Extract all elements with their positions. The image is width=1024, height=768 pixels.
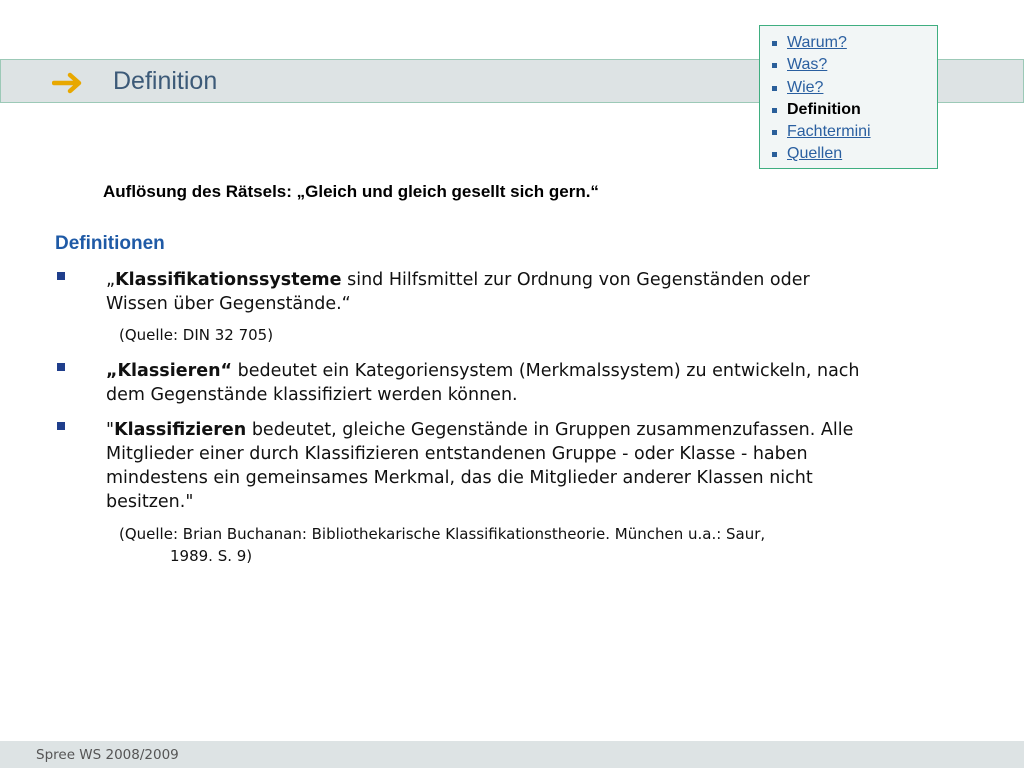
square-bullet-icon bbox=[57, 272, 65, 280]
nav-link-quellen[interactable]: Quellen bbox=[787, 145, 843, 163]
right-arrow-icon bbox=[52, 66, 86, 100]
nav-item-was[interactable] bbox=[760, 54, 937, 76]
nav-item-quellen[interactable] bbox=[760, 143, 937, 165]
definition-item-1 bbox=[106, 268, 876, 316]
nav-current-definition: Definition bbox=[787, 100, 861, 118]
definition-2-term: „Klassieren“ bbox=[106, 361, 233, 381]
square-bullet-icon bbox=[57, 363, 65, 371]
definition-3-prefix: " bbox=[106, 420, 115, 440]
definition-item-2 bbox=[106, 359, 876, 407]
nav-item-wie[interactable] bbox=[760, 77, 937, 99]
definition-1-source: (Quelle: DIN 32 705) bbox=[119, 326, 274, 344]
definition-3-source-line-1: (Quelle: Brian Buchanan: Bibliothekarische Klassifikationstheorie. München u.a.: Saur, bbox=[119, 525, 766, 543]
nav-item-fachtermini[interactable] bbox=[760, 121, 937, 143]
definition-item-3 bbox=[106, 418, 876, 514]
page-title: Definition bbox=[113, 67, 218, 95]
definition-3-term: Klassifizieren bbox=[114, 420, 247, 440]
slide-subtitle: Auflösung des Rätsels: „Gleich und gleich gesellt sich gern.“ bbox=[103, 182, 599, 201]
nav-item-warum[interactable] bbox=[760, 32, 937, 54]
definition-2-text: bedeutet ein Kategoriensystem (Merkmalssystem) zu entwickeln, nach dem Gegenstände klassifiziert werden können. bbox=[106, 361, 860, 405]
nav-link-fachtermini[interactable]: Fachtermini bbox=[787, 123, 871, 141]
nav-item-definition bbox=[760, 99, 937, 121]
definition-1-term: Klassifikationssysteme bbox=[115, 270, 342, 290]
nav-link-warum[interactable]: Warum? bbox=[787, 34, 847, 51]
definition-1-prefix: „ bbox=[106, 270, 116, 290]
section-heading: Definitionen bbox=[55, 233, 165, 254]
section-nav bbox=[759, 25, 938, 169]
definition-1-text: sind Hilfsmittel zur Ordnung von Gegenständen oder Wissen über Gegenstände.“ bbox=[106, 270, 810, 314]
nav-link-wie[interactable]: Wie? bbox=[787, 78, 824, 96]
footer-text: Spree WS 2008/2009 bbox=[36, 747, 179, 763]
definition-3-text: bedeutet, gleiche Gegenstände in Gruppen zusammenzufassen. Alle Mitglieder einer durch Klassifizieren entstandenen Gruppe - oder Klasse - haben mindestens ein gemeinsames Merkmal, das die Mitglieder anderer Klassen nicht besitzen." bbox=[106, 420, 854, 512]
definition-3-source-line-2: 1989. S. 9) bbox=[170, 547, 253, 565]
nav-link-was[interactable]: Was? bbox=[787, 56, 828, 74]
square-bullet-icon bbox=[57, 422, 65, 430]
section-nav-list bbox=[760, 26, 937, 166]
